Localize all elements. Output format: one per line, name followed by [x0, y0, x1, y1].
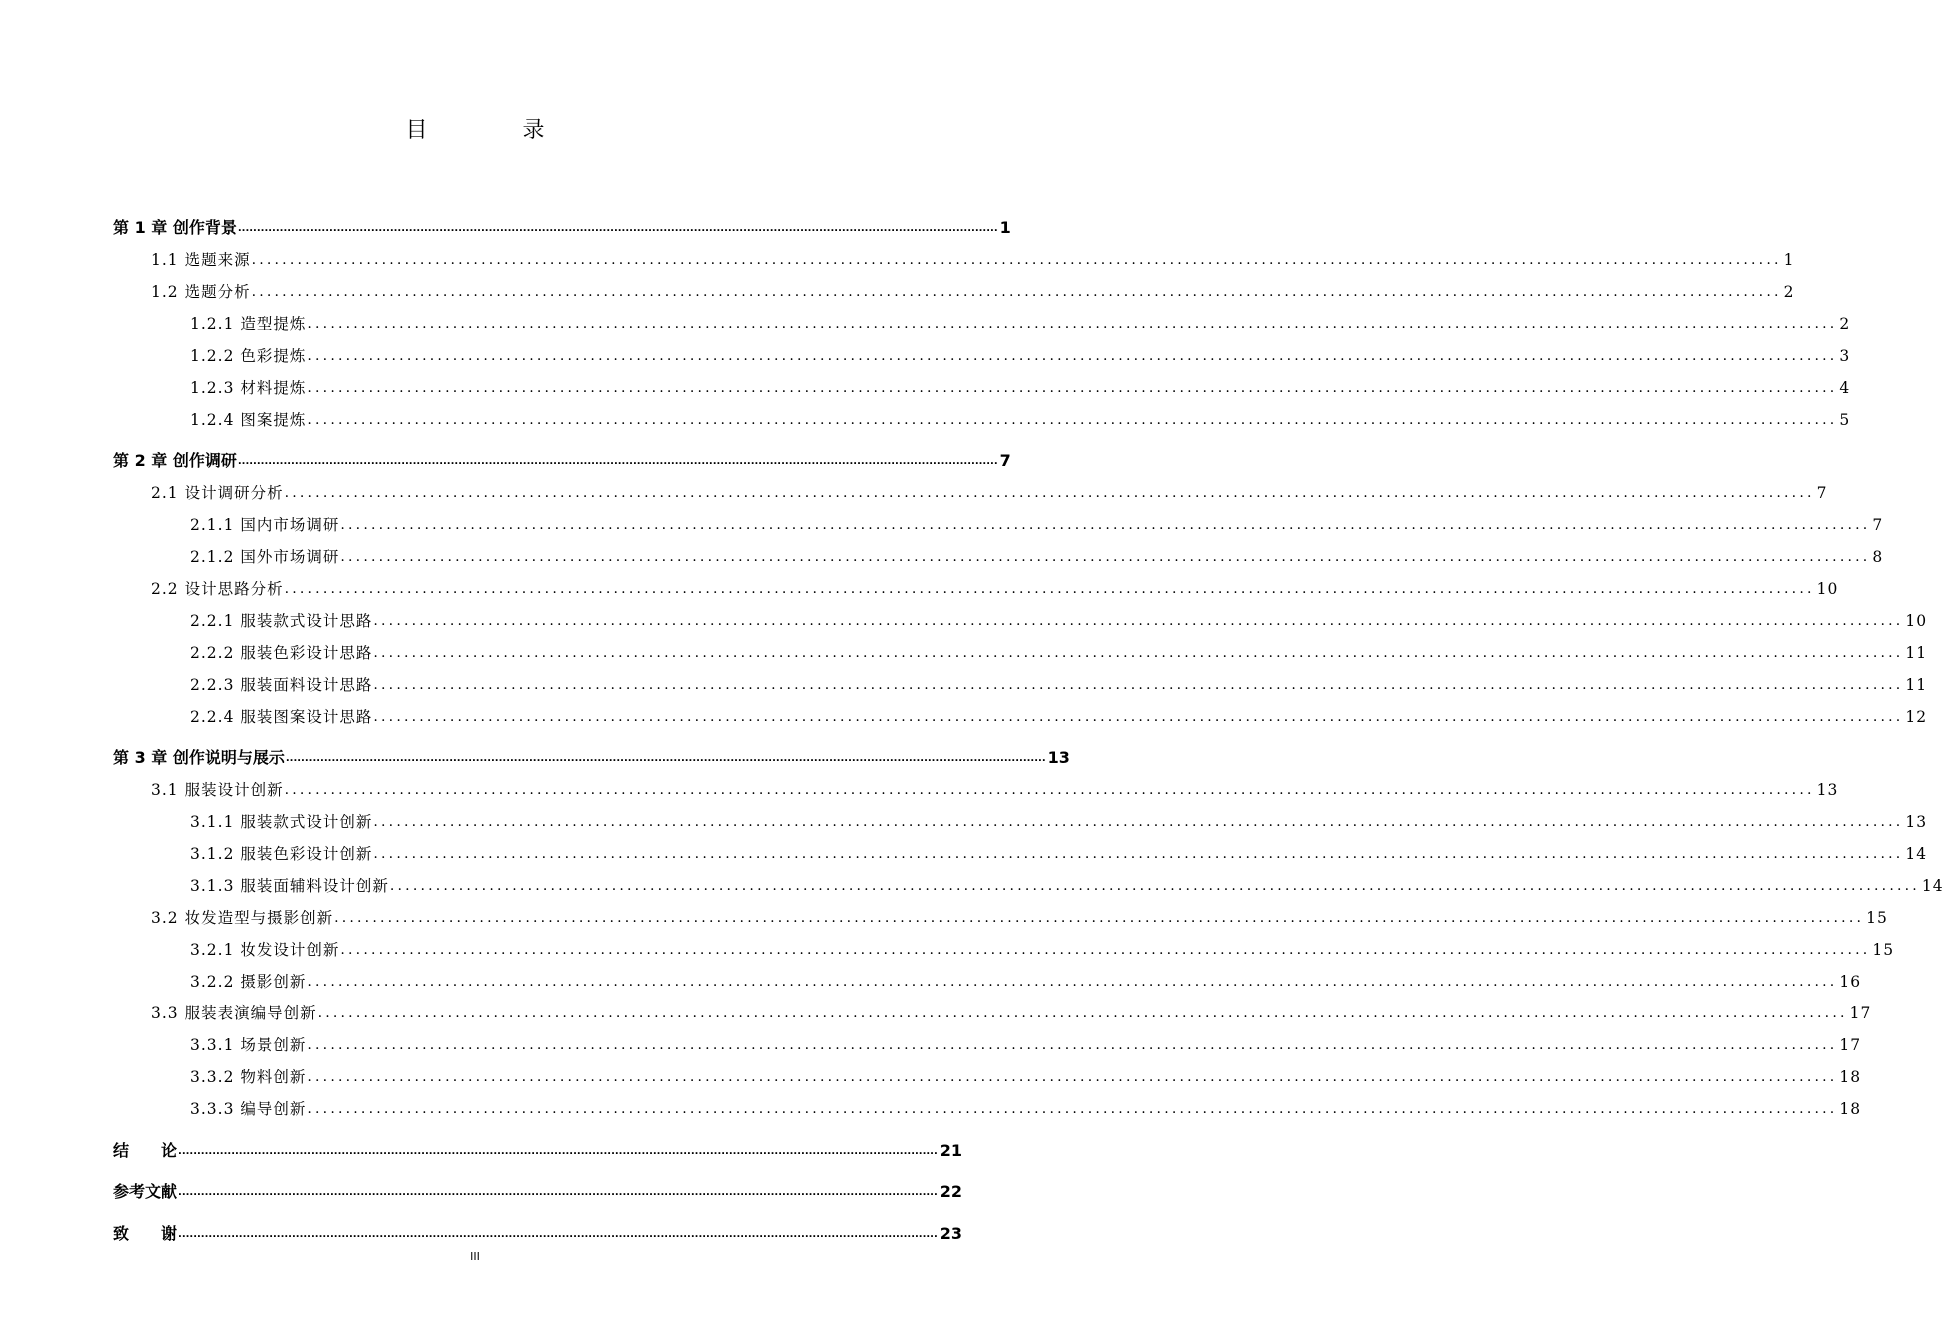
toc-entry-page: 1 — [1783, 251, 1795, 269]
toc-entry-label: 3.3.3 编导创新 — [190, 1100, 307, 1118]
toc-entry[interactable] — [113, 447, 1011, 471]
toc-entry-label: 1.2.1 造型提炼 — [190, 315, 307, 333]
toc-entry[interactable] — [113, 214, 1011, 238]
toc-entry-page: 18 — [1839, 1068, 1862, 1086]
toc-entry-label: 3.1.3 服装面辅料设计创新 — [190, 877, 389, 895]
toc-entry-label: 1.2 选题分析 — [151, 283, 251, 301]
toc-leader-dots: ........................................................................................................................................................................................................ — [373, 613, 1904, 629]
toc-entry[interactable] — [190, 406, 1851, 430]
toc-entry[interactable] — [190, 671, 1928, 695]
toc-entry[interactable] — [190, 1095, 1862, 1119]
toc-entry-label: 1.2.4 图案提炼 — [190, 411, 307, 429]
toc-leader-dots: ........................................................................................................................................................................................................ — [237, 456, 998, 467]
toc-entry-page: 16 — [1839, 973, 1862, 991]
toc-entry-label: 1.2.3 材料提炼 — [190, 379, 307, 397]
toc-leader-dots: ........................................................................................................................................................................................................ — [373, 709, 1904, 725]
toc-leader-dots: ........................................................................................................................................................................................................ — [373, 814, 1904, 830]
toc-entry-label: 3.3.2 物料创新 — [190, 1068, 307, 1086]
toc-entry-page: 23 — [939, 1224, 963, 1243]
toc-leader-dots: ........................................................................................................................................................................................................ — [334, 910, 1865, 926]
toc-entry-label: 3.1 服装设计创新 — [151, 781, 284, 799]
toc-entry[interactable] — [151, 904, 1888, 928]
toc-entry-label: 第 2 章 创作调研 — [113, 451, 237, 470]
toc-entry[interactable] — [190, 543, 1884, 567]
toc-leader-dots: ........................................................................................................................................................................................................ — [307, 974, 1838, 990]
toc-entry-page: 13 — [1047, 748, 1070, 767]
toc-entry-page: 15 — [1866, 909, 1888, 927]
toc-entry-label: 3.3.1 场景创新 — [190, 1036, 307, 1054]
toc-leader-dots: ........................................................................................................................................................................................................ — [284, 485, 1815, 501]
toc-entry-page: 17 — [1839, 1036, 1862, 1054]
page-title: 目 录 — [405, 118, 589, 143]
toc-entry-page: 10 — [1816, 580, 1839, 598]
toc-leader-dots: ........................................................................................................................................................................................................ — [251, 252, 1782, 268]
toc-leader-dots: ........................................................................................................................................................................................................ — [284, 782, 1815, 798]
toc-entry-page: 11 — [1905, 676, 1928, 694]
toc-entry-page: 18 — [1839, 1100, 1862, 1118]
toc-entry-page: 7 — [1816, 484, 1828, 502]
toc-leader-dots: ........................................................................................................................................................................................................ — [307, 380, 1838, 396]
toc-entry[interactable] — [190, 639, 1928, 663]
toc-leader-dots: ........................................................................................................................................................................................................ — [285, 753, 1046, 764]
toc-leader-dots: ........................................................................................................................................................................................................ — [237, 223, 998, 234]
toc-entry-page: 17 — [1849, 1004, 1872, 1022]
toc-leader-dots: ........................................................................................................................................................................................................ — [178, 1146, 938, 1157]
toc-leader-dots: ........................................................................................................................................................................................................ — [307, 412, 1838, 428]
toc-entry[interactable] — [190, 1031, 1862, 1055]
toc-leader-dots: ........................................................................................................................................................................................................ — [284, 581, 1815, 597]
toc-leader-dots: ........................................................................................................................................................................................................ — [307, 1037, 1838, 1053]
toc-entry-label: 3.3 服装表演编导创新 — [151, 1004, 317, 1022]
toc-entry[interactable] — [113, 1220, 963, 1244]
toc-entry-label: 2.2.4 服装图案设计思路 — [190, 708, 373, 726]
toc-leader-dots: ........................................................................................................................................................................................................ — [307, 316, 1838, 332]
toc-entry-page: 5 — [1839, 411, 1851, 429]
toc-leader-dots: ........................................................................................................................................................................................................ — [340, 549, 1871, 565]
toc-entry-label: 3.2 妆发造型与摄影创新 — [151, 909, 334, 927]
toc-leader-dots: ........................................................................................................................................................................................................ — [317, 1005, 1848, 1021]
toc-entry[interactable] — [190, 840, 1928, 864]
toc-leader-dots: ........................................................................................................................................................................................................ — [389, 878, 1920, 894]
toc-entry[interactable] — [113, 744, 1070, 768]
toc-entry-page: 14 — [1905, 845, 1928, 863]
toc-leader-dots: ........................................................................................................................................................................................................ — [307, 1069, 1838, 1085]
toc-entry-page: 2 — [1783, 283, 1795, 301]
toc-entry-label: 1.1 选题来源 — [151, 251, 251, 269]
toc-entry-page: 3 — [1839, 347, 1851, 365]
toc-leader-dots: ........................................................................................................................................................................................................ — [373, 645, 1904, 661]
toc-entry[interactable] — [113, 1178, 963, 1202]
toc-entry-label: 2.2.2 服装色彩设计思路 — [190, 644, 373, 662]
toc-entry[interactable] — [151, 575, 1839, 599]
toc-leader-dots: ........................................................................................................................................................................................................ — [178, 1187, 938, 1198]
toc-entry[interactable] — [151, 278, 1795, 302]
toc-leader-dots: ........................................................................................................................................................................................................ — [251, 284, 1782, 300]
toc-entry-page: 21 — [939, 1141, 963, 1160]
toc-entry-page: 13 — [1905, 813, 1928, 831]
toc-entry-page: 15 — [1872, 941, 1895, 959]
toc-entry[interactable] — [190, 968, 1862, 992]
toc-entry-label: 3.2.1 妆发设计创新 — [190, 941, 340, 959]
toc-entry-label: 2.2 设计思路分析 — [151, 580, 284, 598]
toc-entry-label: 2.1.1 国内市场调研 — [190, 516, 340, 534]
toc-leader-dots: ........................................................................................................................................................................................................ — [307, 348, 1838, 364]
toc-leader-dots: ........................................................................................................................................................................................................ — [373, 677, 1904, 693]
toc-entry-page: 2 — [1839, 315, 1851, 333]
toc-entry-label: 参考文献 — [113, 1182, 178, 1201]
toc-entry-page: 22 — [939, 1182, 963, 1201]
toc-entry-page: 11 — [1905, 644, 1928, 662]
toc-entry[interactable] — [190, 310, 1851, 334]
toc-entry-label: 3.1.1 服装款式设计创新 — [190, 813, 373, 831]
toc-entry-label: 结 论 — [113, 1141, 178, 1160]
toc-leader-dots: ........................................................................................................................................................................................................ — [340, 942, 1871, 958]
toc-entry[interactable] — [113, 1137, 963, 1161]
toc-leader-dots: ........................................................................................................................................................................................................ — [340, 517, 1871, 533]
toc-entry-page: 4 — [1839, 379, 1851, 397]
toc-entry-page: 12 — [1905, 708, 1928, 726]
toc-entry[interactable] — [190, 342, 1851, 366]
toc-entry[interactable] — [190, 808, 1928, 832]
toc-leader-dots: ........................................................................................................................................................................................................ — [178, 1229, 938, 1240]
toc-entry[interactable] — [151, 776, 1839, 800]
toc-entry-page: 14 — [1921, 877, 1944, 895]
toc-entry[interactable] — [190, 872, 1944, 896]
page-number: III — [470, 1250, 480, 1263]
toc-entry-page: 13 — [1816, 781, 1839, 799]
toc-entry[interactable] — [190, 1063, 1862, 1087]
toc-entry[interactable] — [190, 703, 1928, 727]
toc-entry[interactable] — [190, 374, 1851, 398]
toc-entry-label: 第 3 章 创作说明与展示 — [113, 748, 285, 767]
toc-entry-label: 3.2.2 摄影创新 — [190, 973, 307, 991]
toc-entry-label: 第 1 章 创作背景 — [113, 218, 237, 237]
toc-leader-dots: ........................................................................................................................................................................................................ — [373, 846, 1904, 862]
toc-entry-label: 致 谢 — [113, 1224, 178, 1243]
toc-entry-label: 2.2.1 服装款式设计思路 — [190, 612, 373, 630]
toc-entry[interactable] — [190, 936, 1895, 960]
toc-entry[interactable] — [151, 246, 1795, 270]
toc-entry-label: 2.1 设计调研分析 — [151, 484, 284, 502]
toc-entry-page: 10 — [1905, 612, 1928, 630]
toc-entry[interactable] — [151, 479, 1828, 503]
toc-entry-label: 2.1.2 国外市场调研 — [190, 548, 340, 566]
toc-entry[interactable] — [190, 607, 1928, 631]
toc-entry-label: 3.1.2 服装色彩设计创新 — [190, 845, 373, 863]
toc-entry-page: 7 — [1872, 516, 1884, 534]
toc-entry[interactable] — [190, 511, 1884, 535]
toc-entry-page: 1 — [999, 218, 1011, 237]
toc-entry-label: 2.2.3 服装面料设计思路 — [190, 676, 373, 694]
toc-leader-dots: ........................................................................................................................................................................................................ — [307, 1101, 1838, 1117]
toc-entry[interactable] — [151, 999, 1872, 1023]
toc-entry-page: 8 — [1872, 548, 1884, 566]
toc-entry-page: 7 — [999, 451, 1011, 470]
toc-entry-label: 1.2.2 色彩提炼 — [190, 347, 307, 365]
